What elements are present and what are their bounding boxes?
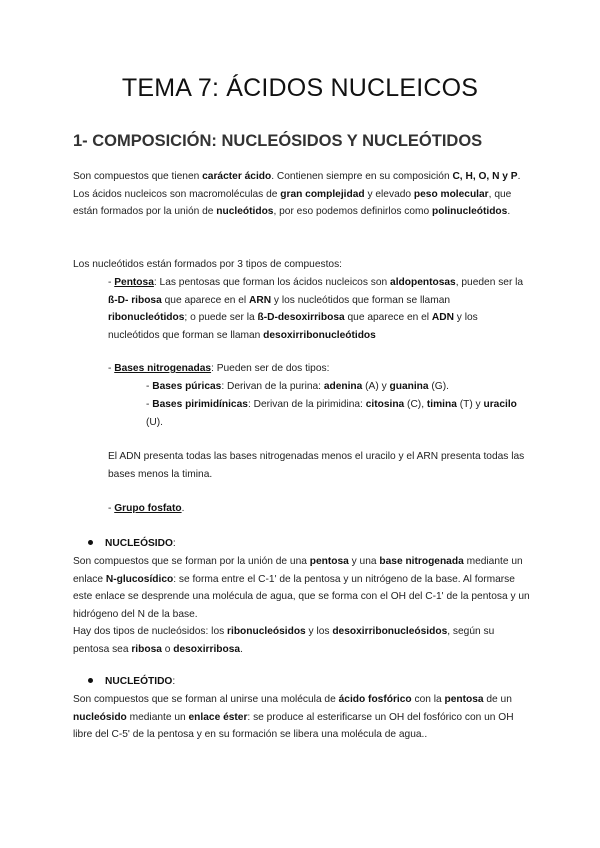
bullet-icon: [88, 540, 93, 545]
nucleotides-intro: Los nucleótidos están formados por 3 tipos de compuestos:: [73, 259, 342, 270]
bullet-icon: [88, 678, 93, 683]
bases-puricas-item: - Bases púricas: Derivan de la purina: adenina (A) y guanina (G).: [146, 381, 449, 392]
pentosa-item: - Pentosa: Las pentosas que forman los ácidos nucleicos son aldopentosas, pueden ser la ß-D- ribosa que aparece en el ARN y los nucleótidos que forman se llaman ribonucleótidos; o puede ser la ß-D-desoxirribosa que aparece en el ADN y los nucleótidos que forman se llaman desoxirribonucleótidos: [108, 277, 524, 341]
nucleosido-paragraph: Son compuestos que se forman por la unión de una pentosa y una base nitrogenada mediante un enlace N-glucosídico: se forma entre el C-1' de la pentosa y un nitrógeno de la base. Al formarse este enlace se desprende una molécula de agua, que se forma con el OH del C-1' de la pentosa y un hidrógeno del N de la base. Hay dos tipos de nucleósidos: los ribonucleósidos y los desoxirribonucleósidos, según su pentosa sea ribosa o desoxirribosa.: [73, 556, 530, 655]
section-heading: 1- COMPOSICIÓN: NUCLEÓSIDOS Y NUCLEÓTIDOS: [73, 132, 483, 150]
bases-pirimidinicas-item: - Bases pirimidínicas: Derivan de la pirimidina: citosina (C), timina (T) y uracilo (U).: [146, 399, 517, 428]
nucleotido-paragraph: Son compuestos que se forman al unirse una molécula de ácido fosfórico con la pentosa de un nucleósido mediante un enlace éster: se produce al esterificarse un OH del fosfórico con un OH libre del C-5' de la pentosa y en su formación se libera una molécula de agua..: [73, 694, 514, 741]
fosfato-item: - Grupo fosfato.: [108, 503, 185, 514]
intro-paragraph: Son compuestos que tienen carácter ácido. Contienen siempre en su composición C, H, O, N y P. Los ácidos nucleicos son macromoléculas de gran complejidad y elevado peso molecular, que están formados por la unión de nucleótidos, por eso podemos definirlos como polinucleótidos.: [73, 171, 521, 218]
nucleotido-heading: NUCLEÓTIDO:: [88, 673, 175, 691]
nucleosido-heading: NUCLEÓSIDO:: [88, 535, 176, 553]
bases-item: - Bases nitrogenadas: Pueden ser de dos tipos:: [108, 363, 330, 374]
adn-note: El ADN presenta todas las bases nitrogenadas menos el uracilo y el ARN presenta todas las bases menos la timina.: [108, 451, 525, 480]
page-title: TEMA 7: ÁCIDOS NUCLEICOS: [121, 74, 479, 102]
